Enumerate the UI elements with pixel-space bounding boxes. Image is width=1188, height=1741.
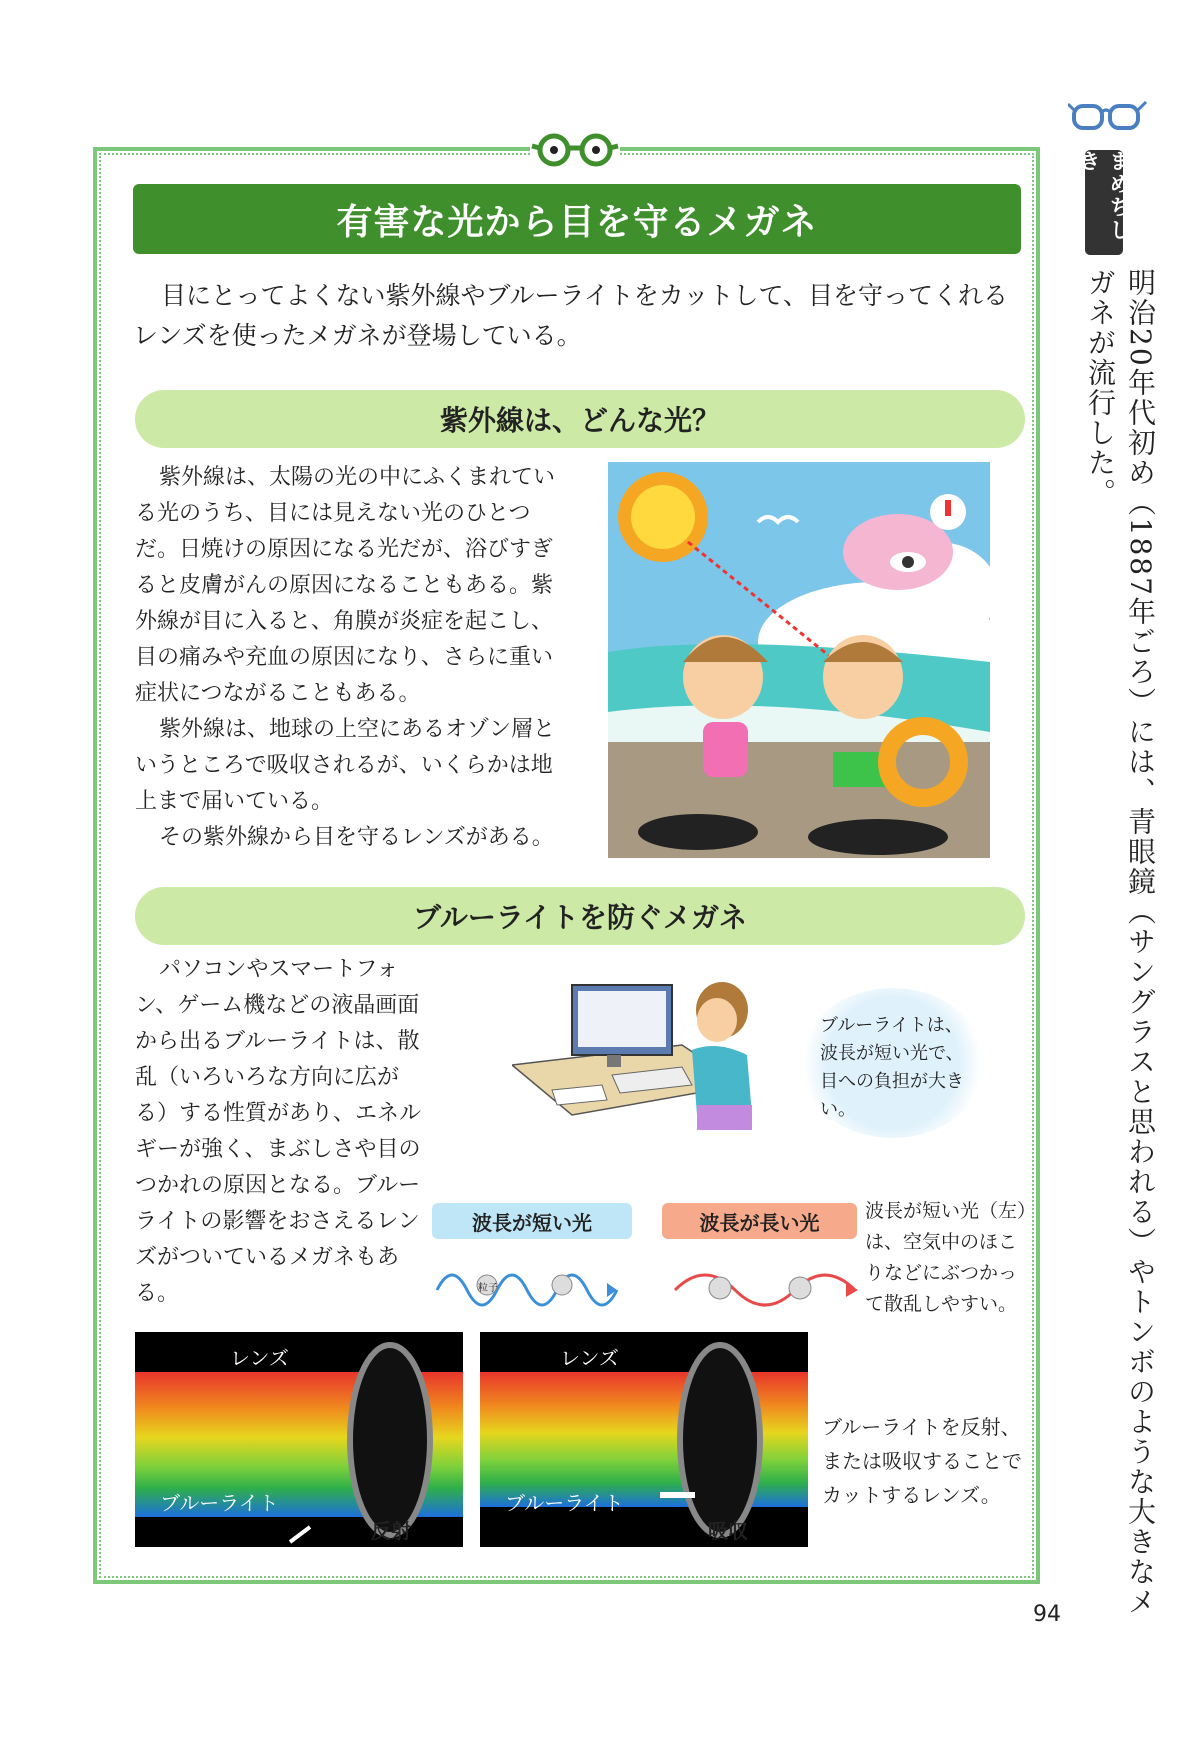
- section-heading-uv: 紫外線は、どんな光？: [135, 390, 1025, 448]
- absorb-label: 吸収: [708, 1519, 748, 1543]
- glasses-icon: [530, 128, 620, 172]
- frame-glasses-decoration: [530, 128, 620, 172]
- bubble-text: ブルーライトは、波長が短い光で、目への負担が大きい。: [820, 1015, 964, 1120]
- reflect-lens-figure: [135, 1332, 463, 1547]
- long-wave-diagram: [670, 1250, 860, 1320]
- particle-label: 粒子: [478, 1283, 498, 1294]
- bluelight-text: [135, 952, 425, 1312]
- short-wave-diagram: [432, 1250, 632, 1320]
- lens-note: ブルーライトを反射、または吸収することでカットするレンズ。: [822, 1415, 1022, 1507]
- short-wave-label: 波長が短い光: [432, 1203, 632, 1239]
- uv-paragraph: その紫外線から目を守るレンズがある。: [159, 825, 554, 850]
- page-number: 94: [1033, 1602, 1061, 1627]
- computer-desk-illustration: [512, 975, 782, 1155]
- long-wave-label: 波長が長い光: [662, 1203, 857, 1239]
- bluelight-paragraph: パソコンやスマートフォン、ゲーム機などの液晶画面から出るブルーライトは、散乱（いろいろな方向に広がる）する性質があり、エネルギーが強く、まぶしさや目のつかれの原因となる。ブルーライトの影響をおさえるレンズがついているメガネもある。: [135, 957, 422, 1306]
- uv-text: [135, 460, 567, 856]
- uv-paragraph: 紫外線は、太陽の光の中にふくまれている光のうち、目には見えない光のひとつだ。日焼けの原因になる光だが、浴びすぎると皮膚がんの原因になることもある。紫外線が目に入ると、角膜が炎症を起こし、目の痛みや充血の原因になり、さらに重い症状につながることもある。: [135, 465, 556, 706]
- section-heading-bluelight: ブルーライトを防ぐメガネ: [135, 887, 1025, 945]
- glasses-icon: [1068, 96, 1148, 136]
- intro-text: 目にとってよくない紫外線やブルーライトをカットして、目を守ってくれるレンズを使ったメガネが登場している。: [133, 281, 1009, 350]
- blue-light-label: ブルーライト: [505, 1491, 624, 1515]
- page-title: 有害な光から目を守るメガネ: [133, 184, 1021, 254]
- blue-light-label: ブルーライト: [160, 1491, 279, 1515]
- absorb-lens-figure: [480, 1332, 808, 1547]
- bluelight-bubble: [800, 988, 985, 1138]
- wave-note: 波長が短い光（左）は、空気中のほこりなどにぶつかって散乱しやすい。: [865, 1200, 1027, 1315]
- lens-label: レンズ: [230, 1346, 289, 1370]
- lens-label: レンズ: [560, 1346, 619, 1370]
- reflect-label: 反射: [371, 1519, 411, 1543]
- trivia-badge: まめちしき: [1085, 150, 1123, 255]
- uv-paragraph: 紫外線は、地球の上空にあるオゾン層というところで吸収されるが、いくらかは地上まで届いている。: [135, 717, 556, 814]
- trivia-text: 明治20年代初め（1887年ごろ）には、青眼鏡（サングラスと思われる）やトンボのような大きなメガネが流行した。: [1084, 268, 1157, 1617]
- beach-illustration: [608, 462, 990, 858]
